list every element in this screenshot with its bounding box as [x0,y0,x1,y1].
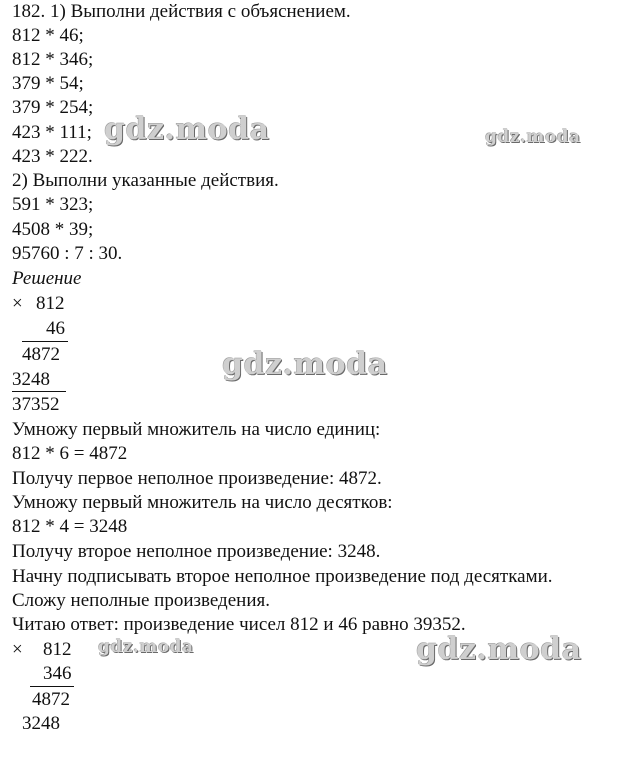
problem-line: 379 * 54; [12,73,84,94]
explanation-line: Сложу неполные произведения. [12,590,270,611]
multiply-sign: × [12,293,23,314]
problem-line: 812 * 46; [12,25,84,46]
partial-product-1: 4872 [32,689,70,710]
multiplier: 46 [46,318,65,339]
explanation-line: Получу второе неполное произведение: 3248. [12,541,381,562]
product-result: 37352 [12,394,60,415]
explanation-line: Читаю ответ: произведение чисел 812 и 46 равно 39352. [12,614,466,635]
partial-product-1: 4872 [22,344,60,365]
partial-product-2: 3248 [12,369,50,390]
explanation-line: Получу первое неполное произведение: 4872. [12,468,382,489]
watermark: gdz.moda [485,127,581,147]
problem-line: 812 * 346; [12,49,94,70]
problem-line: 95760 : 7 : 30. [12,243,123,264]
multiply-sign: × [12,639,23,660]
multiplicand: 812 [43,639,72,660]
multiplicand: 812 [36,293,65,314]
problem-title: 182. 1) Выполни действия с объяснением. [12,1,351,22]
calc-divider [30,686,74,687]
partial-product-2: 3248 [22,713,60,734]
problem-line: 591 * 323; [12,194,94,215]
calc-divider [12,391,66,392]
problem-line: 423 * 111; [12,122,92,143]
watermark: gdz.moda [98,637,194,657]
explanation-line: Умножу первый множитель на число единиц: [12,419,381,440]
explanation-line: 812 * 6 = 4872 [12,443,128,464]
problem-line: 423 * 222. [12,146,93,167]
problem-line: 4508 * 39; [12,219,94,240]
calc-divider [22,341,68,342]
watermark: gdz.moda [416,632,582,667]
watermark: gdz.moda [104,112,270,147]
solution-heading: Решение [12,268,82,289]
multiplier: 346 [43,663,72,684]
explanation-line: 812 * 4 = 3248 [12,516,128,537]
problem-part-two-title: 2) Выполни указанные действия. [12,170,279,191]
problem-line: 379 * 254; [12,97,94,118]
watermark: gdz.moda [222,347,388,382]
explanation-line: Начну подписывать второе неполное произведение под десятками. [12,566,553,587]
explanation-line: Умножу первый множитель на число десятков: [12,492,393,513]
